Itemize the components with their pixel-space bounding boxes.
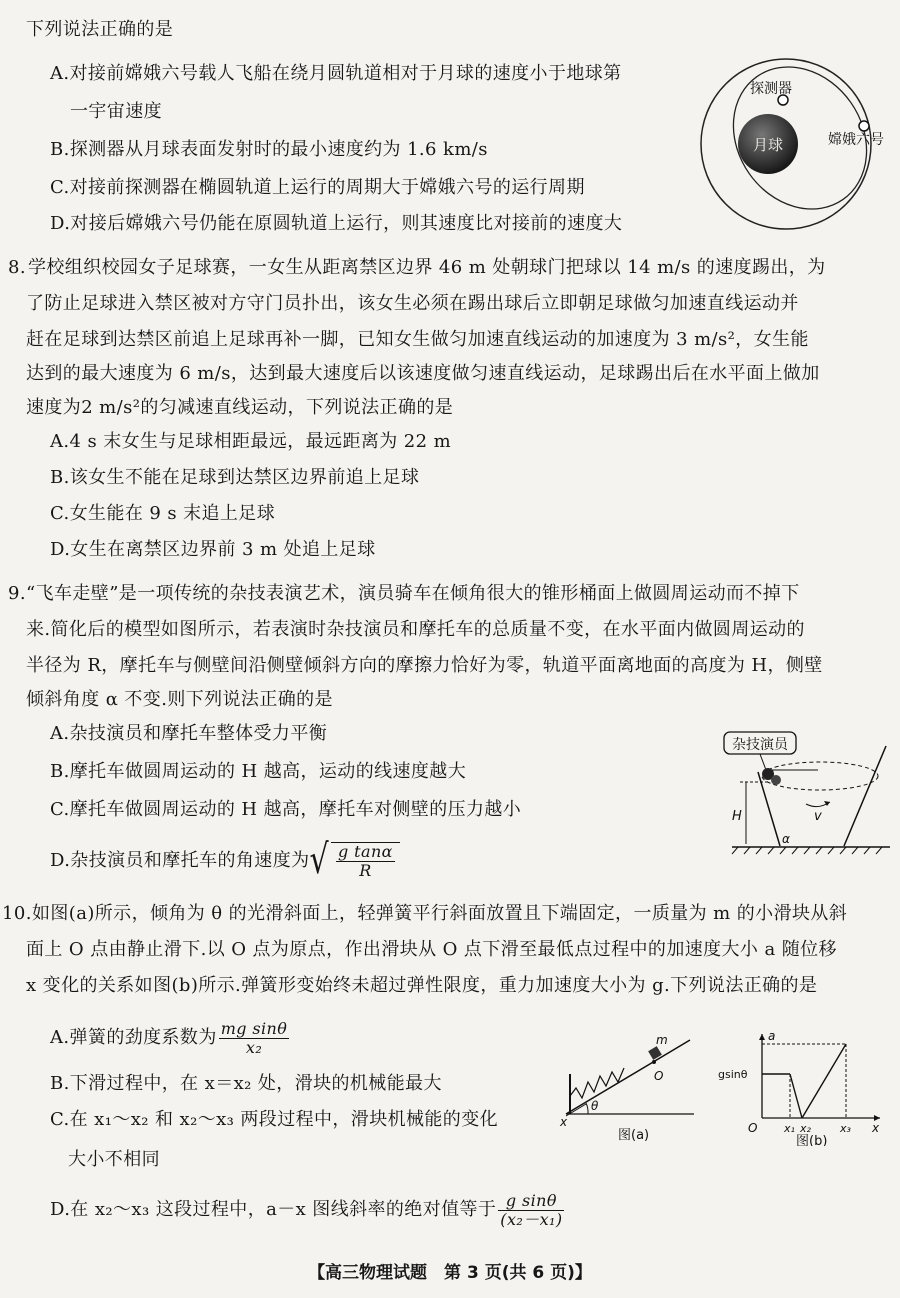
velocity-label: v [814, 809, 822, 824]
q10-a-den: x₂ [245, 1037, 263, 1057]
origin-label-a: O [654, 1069, 664, 1083]
a-increasing-segment [802, 1044, 846, 1118]
q10-option-c-cont: 大小不相同 [68, 1149, 160, 1170]
q7-option-a: A.对接前嫦娥六号载人飞船在绕月圆轨道相对于月球的速度小于地球第 [50, 63, 622, 84]
q9-option-d-text: D.杂技演员和摩托车的角速度为 [50, 850, 310, 871]
performer-label: 杂技演员 [732, 737, 788, 753]
q10-number: 10. [2, 903, 32, 924]
a-decreasing-segment [790, 1074, 802, 1118]
q7-option-c: C.对接前探测器在椭圆轨道上运行的周期大于嫦娥六号的运行周期 [50, 177, 585, 198]
x3-label: x₃ [840, 1122, 851, 1135]
circular-path [762, 762, 878, 790]
cone-right-wall [844, 746, 886, 846]
q7-option-a-cont: 一宇宙速度 [70, 101, 162, 122]
q9-number: 9. [8, 583, 26, 604]
label-pointer-line [760, 754, 766, 770]
motorbike-icon [771, 775, 781, 785]
theta-arc [586, 1103, 588, 1114]
origin-label-b: O [748, 1121, 758, 1135]
q8-line3: 赶在足球到达禁区前追上足球再补一脚，已知女生做匀加速直线运动的加速度为 3 m/s²，女生能 [26, 329, 809, 350]
q9-frac-den: R [359, 861, 372, 880]
q8-line2: 了防止足球进入禁区被对方守门员扑出，该女生必须在踢出球后立即朝足球做匀加速直线运动并 [26, 293, 799, 314]
q8-option-b: B.该女生不能在足球到达禁区边界前追上足球 [50, 467, 420, 488]
spring-coil [570, 1068, 624, 1098]
q10-line1: 如图(a)所示，倾角为 θ 的光滑斜面上，轻弹簧平行斜面放置且下端固定，一质量为 m 的小滑块从斜 [32, 903, 848, 924]
q8-option-c: C.女生能在 9 s 末追上足球 [50, 503, 276, 524]
figure-b-caption: 图(b) [796, 1134, 828, 1146]
height-label: H [732, 809, 742, 824]
q9-option-c: C.摩托车做圆周运动的 H 越高，摩托车对侧壁的压力越小 [50, 799, 522, 820]
x-label-a: x [560, 1115, 568, 1129]
q10-figure-a [556, 1026, 706, 1144]
q9-fraction [336, 843, 395, 880]
q9-cone-figure [718, 726, 898, 861]
q10-option-a [50, 1018, 291, 1058]
q9-line1: “飞车走壁”是一项传统的杂技表演艺术，演员骑车在倾角很大的锥形桶面上做圆周运动而不掉下 [26, 583, 800, 604]
moon-label: 月球 [752, 136, 784, 154]
q8-line1: 学校组织校园女子足球赛，一女生从距离禁区边界 46 m 处朝球门把球以 14 m/s 的速度踢出，为 [28, 257, 826, 278]
q10-d-num: g sinθ [498, 1192, 564, 1211]
q7-option-b: B.探测器从月球表面发射时的最小速度约为 1.6 km/s [50, 139, 488, 160]
q8-line4: 达到的最大速度为 6 m/s，达到最大速度后以该速度做匀速直线运动，足球踢出后在水平面上做加 [26, 363, 820, 384]
origin-point [652, 1060, 656, 1064]
x1-label: x₁ [784, 1122, 795, 1135]
q10-figure-b [712, 1026, 888, 1146]
q9-line3: 半径为 R，摩托车与侧壁间沿侧壁倾斜方向的摩擦力恰好为零，轨道平面离地面的高度为 H，侧壁 [26, 655, 823, 676]
q10-line3: x 变化的关系如图(b)所示.弹簧形变始终未超过弹性限度，重力加速度大小为 g.下列说法正确的是 [26, 975, 818, 996]
alpha-label: α [782, 832, 790, 846]
mass-label: m [656, 1033, 668, 1047]
q9-option-d [50, 836, 400, 884]
q8-line5: 速度为2 m/s²的匀减速直线运动，下列说法正确的是 [26, 397, 454, 418]
q10-a-num: mg sinθ [220, 1018, 288, 1038]
page-footer: 【高三物理试题 第 3 页(共 6 页)】 [308, 1263, 592, 1283]
q10-option-c: C.在 x₁～x₂ 和 x₂～x₃ 两段过程中，滑块机械能的变化 [50, 1109, 499, 1130]
sqrt-symbol: √ [309, 836, 330, 884]
q10-line2: 面上 O 点由静止滑下.以 O 点为原点，作出滑块从 O 点下滑至最低点过程中的加速度大小 a 随位移 [26, 939, 837, 960]
q7-option-d: D.对接后嫦娥六号仍能在原圆轨道上运行，则其速度比对接前的速度大 [50, 213, 623, 234]
q10-a-fraction [219, 1020, 290, 1057]
x2-label: x₂ [800, 1122, 811, 1135]
a-axis-arrowhead [759, 1034, 765, 1040]
q9-sqrt-expr [331, 842, 400, 880]
x-label-b: x [872, 1121, 880, 1135]
q7-orbit-figure [690, 40, 895, 240]
figure-a-caption: 图(a) [618, 1128, 650, 1143]
theta-label: θ [591, 1099, 599, 1113]
incline-surface [566, 1040, 690, 1114]
probe-label: 探测器 [750, 81, 792, 97]
a-axis-label: a [768, 1029, 776, 1043]
q10-option-a-text: A.弹簧的劲度系数为 [50, 1027, 217, 1048]
craft-label: 嫦娥六号 [828, 132, 884, 148]
q10-d-fraction [498, 1192, 564, 1229]
q8-option-d: D.女生在离禁区边界前 3 m 处追上足球 [50, 539, 376, 560]
q7-stem: 下列说法正确的是 [26, 19, 174, 40]
q8-option-a: A.4 s 末女生与足球相距最远，最远距离为 22 m [50, 431, 452, 452]
q10-d-den: (x₂－x₁) [500, 1209, 563, 1229]
q9-line2: 来.简化后的模型如图所示，若表演时杂技演员和摩托车的总质量不变，在水平面内做圆周运动的 [26, 619, 805, 640]
q9-frac-num: g tanα [338, 842, 393, 861]
q8-number: 8. [8, 257, 26, 278]
q10-option-d-text: D.在 x₂～x₃ 这段过程中，a－x 图线斜率的绝对值等于 [50, 1199, 497, 1220]
craft-dot [859, 121, 869, 131]
q9-option-b: B.摩托车做圆周运动的 H 越高，运动的线速度越大 [50, 761, 467, 782]
q9-line4: 倾斜角度 α 不变.则下列说法正确的是 [26, 689, 333, 710]
ground-hatching [732, 847, 882, 854]
gsin-label: gsinθ [718, 1068, 748, 1081]
q10-option-b: B.下滑过程中，在 x＝x₂ 处，滑块的机械能最大 [50, 1073, 442, 1094]
q9-option-a: A.杂技演员和摩托车整体受力平衡 [50, 723, 328, 744]
q10-option-d [50, 1190, 566, 1230]
